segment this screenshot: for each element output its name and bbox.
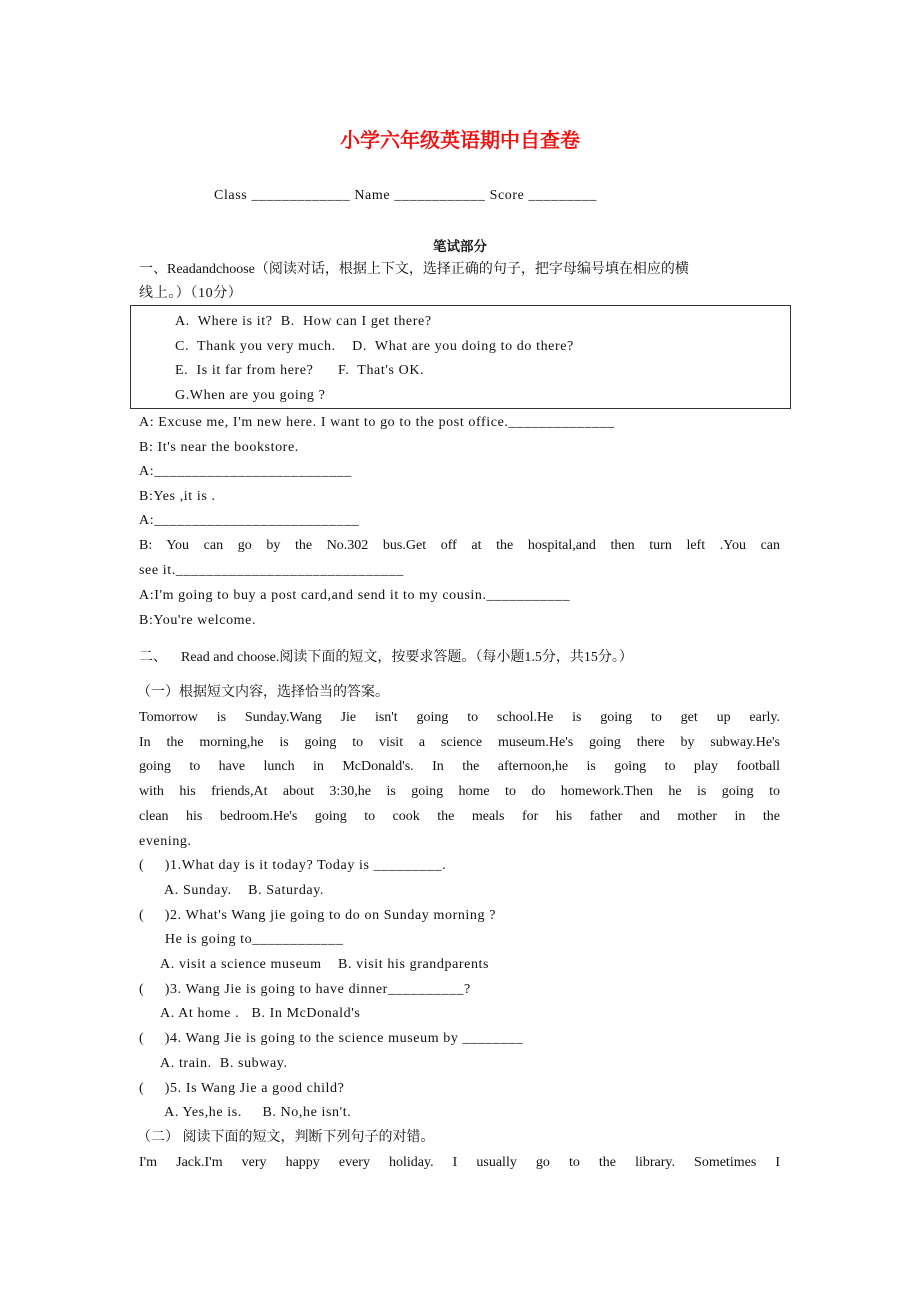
question-line: ( )3. Wang Jie is going to have dinner__________? bbox=[139, 982, 471, 997]
part1-instruction: 一、Readandchoose（阅读对话，根据上下文，选择正确的句子，把字母编号填在相应的横 bbox=[139, 262, 689, 277]
dialogue-line: A:___________________________ bbox=[139, 513, 360, 528]
part2-instruction: 二、 Read and choose.阅读下面的短文，按要求答题。（每小题1.5分，共15分。） bbox=[139, 650, 633, 665]
dialogue-line: see it.______________________________ bbox=[139, 563, 404, 578]
option-line: G.When are you going ? bbox=[175, 388, 326, 403]
passage-line: I'm Jack.I'm very happy every holiday. I usually go to the library. Sometimes I bbox=[139, 1155, 780, 1170]
section-heading: 笔试部分 bbox=[433, 239, 487, 255]
answer-choices: A. visit a science museum B. visit his grandparents bbox=[128, 957, 490, 972]
student-info-line: Class _____________ Name ____________ Score _________ bbox=[214, 188, 597, 203]
passage-line: evening. bbox=[139, 834, 192, 849]
dialogue-line: B:You're welcome. bbox=[139, 613, 257, 628]
dialogue-line: A:I'm going to buy a post card,and send it to my cousin.___________ bbox=[139, 588, 571, 603]
part2-subsection: （二） 阅读下面的短文，判断下列句子的对错。 bbox=[137, 1130, 435, 1145]
dialogue-line: A: Excuse me, I'm new here. I want to go to the post office.______________ bbox=[139, 415, 615, 430]
passage-line: Tomorrow is Sunday.Wang Jie isn't going to school.He is going to get up early. bbox=[139, 710, 780, 725]
answer-choices: A. Yes,he is. B. No,he isn't. bbox=[128, 1105, 352, 1120]
option-line: E. Is it far from here? F. That's OK. bbox=[175, 363, 425, 378]
answer-choices: A. Sunday. B. Saturday. bbox=[132, 883, 325, 898]
question-line: ( )4. Wang Jie is going to the science museum by ________ bbox=[139, 1031, 524, 1046]
part1-instruction-cont: 线上。）（10分） bbox=[139, 286, 243, 301]
dialogue-line: B: It's near the bookstore. bbox=[139, 440, 299, 455]
passage-line: with his friends,At about 3:30,he is going home to do homework.Then he is going to bbox=[139, 784, 780, 799]
question-line: ( )1.What day is it today? Today is _________. bbox=[139, 858, 447, 873]
question-line: ( )5. Is Wang Jie a good child? bbox=[139, 1081, 345, 1096]
question-line: He is going to____________ bbox=[128, 932, 344, 947]
passage-line: clean his bedroom.He's going to cook the meals for his father and mother in the bbox=[139, 809, 780, 824]
answer-choices: A. train. B. subway. bbox=[128, 1056, 288, 1071]
answer-choices: A. At home . B. In McDonald's bbox=[128, 1006, 361, 1021]
question-line: ( )2. What's Wang jie going to do on Sunday morning ? bbox=[139, 908, 497, 923]
document-title: 小学六年级英语期中自查卷 bbox=[340, 128, 580, 152]
option-line: C. Thank you very much. D. What are you doing to do there? bbox=[175, 339, 574, 354]
dialogue-line: B:Yes ,it is . bbox=[139, 489, 216, 504]
dialogue-line: B: You can go by the No.302 bus.Get off at the hospital,and then turn left .You can bbox=[139, 538, 780, 553]
passage-line: In the morning,he is going to visit a science museum.He's going there by subway.He's bbox=[139, 735, 780, 750]
option-line: A. Where is it? B. How can I get there? bbox=[175, 314, 432, 329]
dialogue-line: A:__________________________ bbox=[139, 464, 352, 479]
passage-line: going to have lunch in McDonald's. In the afternoon,he is going to play football bbox=[139, 759, 780, 774]
part2-subsection: （一）根据短文内容，选择恰当的答案。 bbox=[137, 685, 389, 700]
